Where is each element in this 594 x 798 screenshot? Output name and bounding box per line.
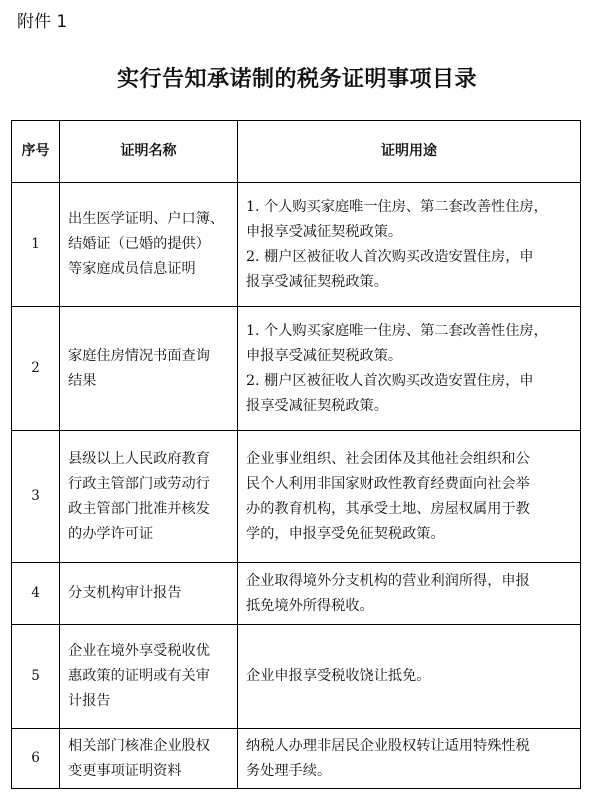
table-row	[12, 729, 581, 789]
row-index: 6	[12, 729, 60, 789]
certificate-use	[238, 729, 581, 789]
certificate-use	[238, 431, 581, 563]
certificate-name	[60, 729, 238, 789]
certificate-use-line: 1. 个人购买家庭唯一住房、第二套改善性住房，	[246, 198, 548, 215]
certificate-use-line: 报享受减征契税政策。	[246, 397, 388, 414]
table-row	[12, 625, 581, 729]
certificate-name-line: 结果	[68, 372, 97, 389]
table-row	[12, 307, 581, 431]
table-row	[12, 563, 581, 625]
table-row	[12, 431, 581, 563]
certificate-name-line: 企业在境外享受税收优	[68, 643, 210, 659]
certificate-name	[60, 563, 238, 625]
certificate-name-line: 出生医学证明、户口簿、	[68, 211, 225, 227]
row-index: 3	[12, 431, 60, 563]
certificate-use-line: 民个人利用非国家财政性教育经费面向社会举	[246, 475, 530, 492]
certificate-use	[238, 307, 581, 431]
certificate-use-line: 抵免境外所得税收。	[246, 597, 374, 614]
row-index: 1	[12, 183, 60, 307]
certificate-use	[238, 183, 581, 307]
certificate-use-line: 报享受减征契税政策。	[246, 273, 388, 290]
certificate-table	[11, 120, 581, 789]
certificate-use-line: 2. 棚户区被征收人首次购买改造安置住房，申	[246, 248, 534, 265]
certificate-use-line: 申报享受减征契税政策。	[246, 223, 403, 240]
certificate-name-line: 计报告	[68, 693, 111, 709]
certificate-use-line: 学的，申报享受免征契税政策。	[246, 525, 445, 542]
certificate-use-line: 企业申报享受税收饶让抵免。	[246, 668, 431, 684]
certificate-use-line: 企业事业组织、社会团体及其他社会组织和公	[246, 450, 530, 467]
certificate-name-line: 家庭住房情况书面查询	[68, 347, 210, 364]
certificate-name-line: 相关部门核准企业股权	[68, 737, 210, 754]
table-header-row	[12, 121, 581, 183]
certificate-use-line: 1. 个人购买家庭唯一住房、第二套改善性住房，	[246, 322, 548, 339]
certificate-use	[238, 563, 581, 625]
certificate-name	[60, 183, 238, 307]
certificate-name-line: 县级以上人民政府教育	[68, 450, 210, 467]
attachment-label: 附件 1	[17, 12, 68, 32]
header-use: 证明用途	[238, 121, 581, 183]
certificate-use-line: 纳税人办理非居民企业股权转让适用特殊性税	[246, 737, 530, 754]
header-name: 证明名称	[60, 121, 238, 183]
certificate-use	[238, 625, 581, 729]
certificate-use-line: 企业取得境外分支机构的营业利润所得，申报	[246, 572, 530, 589]
certificate-name-line: 分支机构审计报告	[68, 585, 182, 601]
certificate-name	[60, 625, 238, 729]
certificate-name-line: 的办学许可证	[68, 525, 154, 542]
certificate-use-line: 申报享受减征契税政策。	[246, 347, 403, 364]
certificate-name-line: 惠政策的证明或有关审	[68, 668, 210, 684]
row-index: 2	[12, 307, 60, 431]
certificate-name	[60, 307, 238, 431]
row-index: 4	[12, 563, 60, 625]
header-index: 序号	[12, 121, 60, 183]
certificate-use-line: 办的教育机构，其承受土地、房屋权属用于教	[246, 500, 530, 517]
table-row	[12, 183, 581, 307]
certificate-name-line: 结婚证（已婚的提供）	[68, 236, 210, 252]
document-title: 实行告知承诺制的税务证明事项目录	[116, 67, 477, 92]
certificate-use-line: 2. 棚户区被征收人首次购买改造安置住房，申	[246, 372, 534, 389]
certificate-name-line: 政主管部门批准并核发	[68, 500, 210, 517]
certificate-use-line: 务处理手续。	[246, 762, 332, 779]
certificate-name-line: 等家庭成员信息证明	[68, 261, 196, 277]
certificate-name-line: 行政主管部门或劳动行	[68, 475, 210, 492]
certificate-name-line: 变更事项证明资料	[68, 762, 182, 779]
certificate-name	[60, 431, 238, 563]
row-index: 5	[12, 625, 60, 729]
